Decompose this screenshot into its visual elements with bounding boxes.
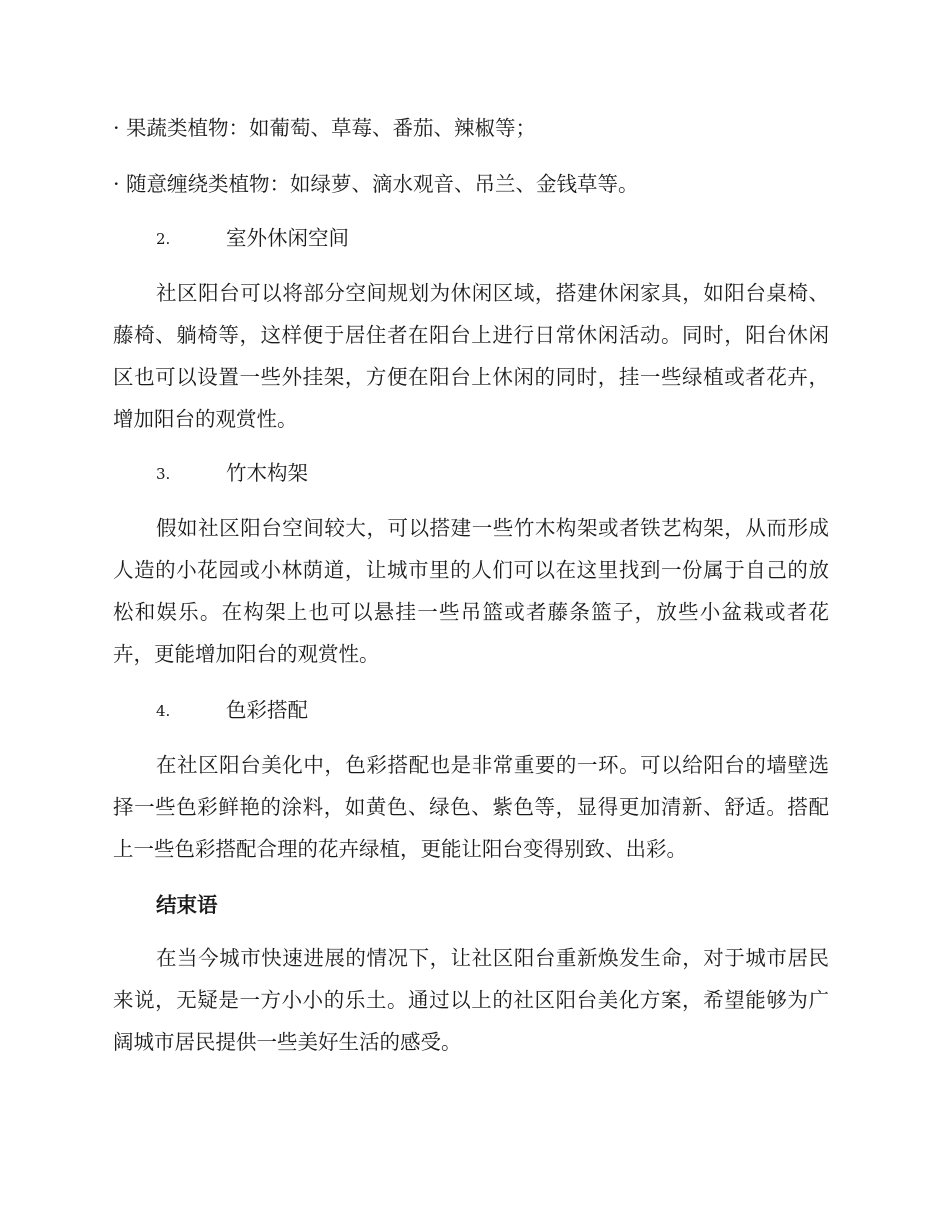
section-paragraph: 社区阳台可以将部分空间规划为休闲区域，搭建休闲家具，如阳台桌椅、藤椅、躺椅等，这样便于居住者在阳台上进行日常休闲活动。同时，阳台休闲区也可以设置一些外挂架，方便在阳台上休闲的同时，挂一些绿植或者花卉，增加阳台的观赏性。 [113,281,829,431]
section-title: 竹木构架 [226,461,308,485]
bullet-item-fruit-vegetable: · 果蔬类植物：如葡萄、草莓、番茄、辣椒等； [113,116,537,140]
section-title: 色彩搭配 [226,698,308,722]
section-title: 室外休闲空间 [226,226,349,250]
section-paragraph: 假如社区阳台空间较大，可以搭建一些竹木构架或者铁艺构架，从而形成人造的小花园或小林荫道，让城市里的人们可以在这里找到一份属于自己的放松和娱乐。在构架上也可以悬挂一些吊篮或者藤条篮子，放些小盆栽或者花卉，更能增加阳台的观赏性。 [113,516,829,666]
section-number: 4. [156,702,171,720]
bullet-item-climbing-plants: · 随意缠绕类植物：如绿萝、滴水观音、吊兰、金钱草等。 [113,172,639,196]
section-number: 2. [156,230,171,248]
conclusion-heading: 结束语 [156,893,218,917]
section-paragraph: 在社区阳台美化中，色彩搭配也是非常重要的一环。可以给阳台的墙壁选择一些色彩鲜艳的涂料，如黄色、绿色、紫色等，显得更加清新、舒适。搭配上一些色彩搭配合理的花卉绿植，更能让阳台变得别致、出彩。 [113,753,829,861]
section-number: 3. [156,465,171,483]
conclusion-paragraph: 在当今城市快速进展的情况下，让社区阳台重新焕发生命，对于城市居民来说，无疑是一方小小的乐土。通过以上的社区阳台美化方案，希望能够为广阔城市居民提供一些美好生活的感受。 [113,946,829,1054]
